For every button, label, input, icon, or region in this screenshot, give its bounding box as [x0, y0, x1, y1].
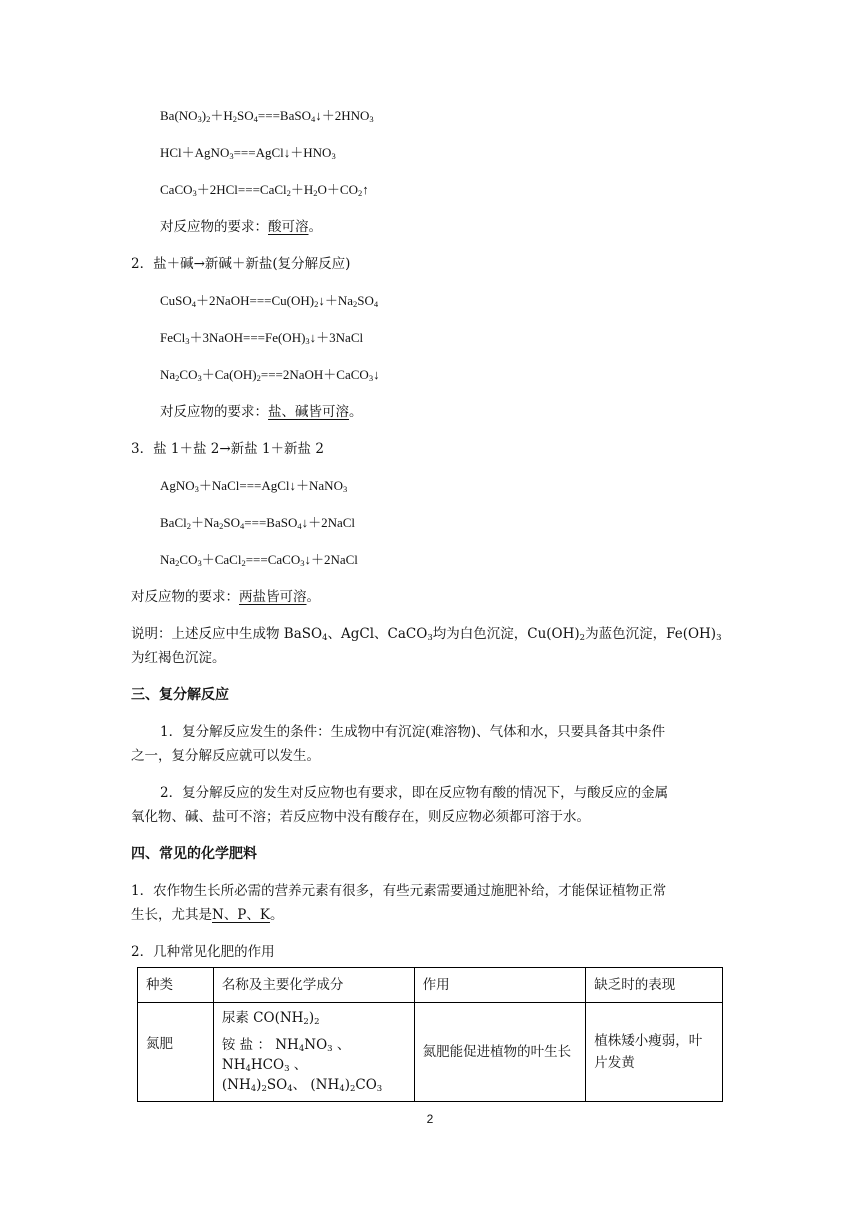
equation-text: $BaCl_2+Na_2SO_4===BaSO_4↓+2NaCl$ [160, 515, 356, 531]
requirement-label: 对反应物的要求： [160, 219, 268, 235]
requirement-two-salts [131, 588, 320, 606]
equation-text: $Ba(NO_3)_2+H_2SO_4===BaSO_4↓+2HNO_3$ [160, 108, 374, 124]
heading-salt-base: 2．盐＋碱→新碱＋新盐(复分解反应) [131, 256, 351, 272]
cell-effect: 氮肥能促进植物的叶生长 [414, 1003, 586, 1102]
equation-ba-nitrate [160, 107, 374, 125]
equation-na2co3-caoh2 [160, 366, 380, 384]
equation-text: $CuSO_4+2NaOH===Cu(OH)_2↓+Na_2SO_4$ [160, 293, 379, 309]
section-heading-3: 三、复分解反应 [131, 687, 229, 703]
page-number: 2 [426, 1112, 434, 1126]
paragraph-4: 2．几种常见化肥的作用 [131, 944, 275, 960]
cell-kind: 氮肥 [138, 1003, 214, 1102]
equation-agno3-nacl [160, 477, 347, 495]
paragraph-2-line-2: 氧化物、碱、盐可不溶；若反应物中没有酸存在，则反应物必须都可溶于水。 [131, 809, 590, 825]
nutrient-elements: N、P、K [212, 907, 270, 923]
equation-hcl-agno3 [160, 144, 336, 162]
equation-cuso4-naoh [160, 292, 378, 310]
section-heading-4: 四、常见的化学肥料 [131, 846, 257, 862]
equation-fecl3-naoh [160, 329, 363, 347]
ammonium-line-2: $(NH_4)_2SO_4$、 $(NH_4)_2CO_3$ [221, 1077, 383, 1094]
equation-caco3-hcl [160, 181, 369, 199]
equation-na2co3-cacl2 [160, 551, 358, 569]
equation-text: AgNO$_3$＋NaCl===AgCl↓＋NaNO$_3$ [160, 478, 348, 494]
heading-salt-salt: 3．盐 1＋盐 2→新盐 1＋新盐 2 [131, 441, 324, 457]
note-text: 说明：上述反应中生成物 BaSO$_4$、AgCl、CaCO$_3$均为白色沉淀，$Cu(OH)_2$为蓝色沉淀，$Fe(OH)_3$ [131, 626, 722, 643]
note-line-1 [131, 625, 722, 643]
table-header-row [138, 968, 723, 1003]
equation-text: $Na_2CO_3+CaCl_2===CaCO_3↓+2NaCl$ [160, 552, 358, 568]
table-row [138, 1003, 723, 1102]
header-name: 名称及主要化学成分 [213, 968, 414, 1003]
equation-text: $FeCl_3+3NaOH===Fe(OH)_3↓+3NaCl$ [160, 330, 364, 346]
cell-deficiency: 植株矮小瘦弱，叶片发黄 [586, 1003, 723, 1102]
paragraph-text: 生长，尤其是 [131, 907, 212, 923]
requirement-end: 。 [306, 589, 320, 605]
requirement-value: 盐、碱皆可溶 [268, 404, 349, 420]
equation-text: $HCl+AgNO_3===AgCl↓+HNO_3$ [160, 145, 336, 161]
requirement-value: 两盐皆可溶 [239, 589, 307, 605]
requirement-end: 。 [308, 219, 322, 235]
header-deficiency: 缺乏时的表现 [586, 968, 723, 1003]
urea-line: 尿素 $CO(NH_2)_2$ [221, 1010, 320, 1027]
equation-bacl2-na2so4 [160, 514, 355, 532]
header-kind: 种类 [138, 968, 214, 1003]
cell-name [213, 1003, 414, 1102]
paragraph-1-line-1: 1．复分解反应发生的条件：生成物中有沉淀(难溶物)、气体和水，只要具备其中条件 [160, 724, 666, 740]
paragraph-2-line-1: 2．复分解反应的发生对反应物也有要求，即在反应物有酸的情况下，与酸反应的金属 [160, 785, 669, 801]
paragraph-3-line-2 [131, 906, 283, 924]
paragraph-end: 。 [269, 907, 284, 923]
requirement-label: 对反应物的要求： [131, 589, 239, 605]
equation-text: $Na_2CO_3+Ca(OH)_2===2NaOH+CaCO_3↓$ [160, 367, 380, 383]
fertilizer-table [137, 967, 723, 1102]
ammonium-line: 铵 盐 ： $NH_4NO_3$ 、 $NH_4HCO_3$ 、 [221, 1037, 351, 1074]
note-line-2: 为红褐色沉淀。 [131, 650, 226, 666]
requirement-end: 。 [349, 404, 363, 420]
requirement-acid [160, 218, 322, 236]
header-effect: 作用 [414, 968, 586, 1003]
equation-text: $CaCO_3+2HCl===CaCl_2+H_2O+CO_2↑$ [160, 182, 369, 198]
paragraph-3-line-1: 1．农作物生长所必需的营养元素有很多，有些元素需要通过施肥补给，才能保证植物正常 [131, 883, 667, 899]
requirement-label: 对反应物的要求： [160, 404, 268, 420]
requirement-value: 酸可溶 [268, 219, 309, 235]
requirement-salt-base [160, 403, 363, 421]
paragraph-1-line-2: 之一，复分解反应就可以发生。 [131, 748, 320, 764]
